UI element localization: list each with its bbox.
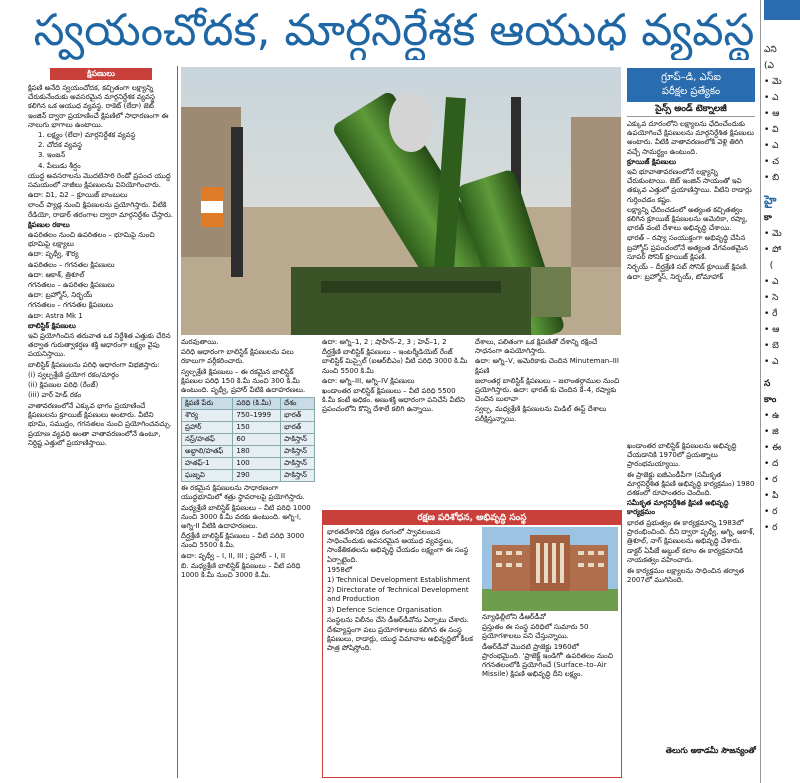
table-header-row — [182, 398, 315, 410]
sidebar-bullet-text: ఉ — [772, 411, 780, 421]
sidebar-bullet-text: ఎ — [772, 277, 779, 287]
exam-title-line: పరీక్షల ప్రత్యేకం — [661, 86, 721, 97]
sidebar-bullet: • ఉ — [764, 411, 780, 421]
sidebar-bullet: • ఎ — [764, 357, 779, 367]
body-text: ఉదా: అగ్ని–1, 2 ; షాహీన్–2, 3 ; హెవ్–1, 2 — [322, 338, 447, 346]
body-text: ఉదా: Astra Mk 1 — [28, 311, 83, 320]
sidebar-bullet: • ఈ — [764, 443, 782, 453]
sidebar-bullet-text: బి — [772, 173, 780, 183]
intro-text: క్షిపణి అనేది స్వయంచోదక, కచ్చితంగా లక్ష్యాన్ని చేరుకునేందుకు అవసరమైన మార్గనిర్దేశక వ్యవస్థ కలిగిన ఒక ఆయుధ వ్యవస్థ. రాకెట్ (లేదా) జెట్ ఇంజిన్ ద్వారా ప్రయాణించే క్షిపణిలో సాధారణంగా ఈ నాలుగు భాగాలు ఉంటాయి. — [28, 84, 169, 129]
table-row — [182, 458, 315, 470]
body-text: ఉపరితలం – గగనతల క్షిపణులు — [28, 260, 115, 269]
sidebar-bullet-text: ఆ — [772, 109, 780, 119]
body-text: భారతదేశానికి రక్షణ రంగంలో స్వావలంబన సాధించేందుకు అవసరమైన ఆయుధ వ్యవస్థలు, సాంకేతికతలను అభివృద్ధి చేయడం లక్ష్యంగా ఈ సంస్థ ఏర్పాటైంది. — [327, 528, 469, 564]
body-text: గగనతలం – ఉపరితల క్షిపణులు — [28, 281, 115, 290]
table-cell: అబ్దాలి/హతఫ్ — [182, 446, 233, 458]
sidebar-bullet-text: చ — [772, 157, 780, 167]
sidebar-bullet: • ఎ — [764, 141, 779, 151]
sidebar-bullet-text: ( — [769, 261, 774, 271]
sidebar-bullet: • ర — [764, 475, 778, 485]
body-text: జలాంతర్గ బాలిస్టిక్ క్షిపణులు – జలాంతర్గాముల నుంచి ప్రయోగిస్తారు. ఉదా: భారత్ కు చెందిన కే–4, రష్యాకు చెందిన బులావా — [475, 376, 620, 404]
subheading: క్షిపణుల రకాలు — [28, 220, 70, 229]
sidebar-top — [764, 0, 800, 20]
sidebar-bullet: • ఆ — [764, 325, 780, 335]
col-ballistic — [181, 338, 317, 776]
table-header-cell: పరిధి (కి.మీ) — [233, 398, 281, 410]
sidebar-bullet — [764, 258, 800, 274]
table-cell: పాకిస్తాన్ — [281, 446, 315, 458]
sidebar-bullet: • మె — [764, 229, 782, 239]
sidebar-bullet: • పి — [764, 491, 779, 501]
photo-caption: న్యూఢిల్లీలోని డీఆర్‌డీవో — [482, 613, 546, 621]
sidebar-bullet-text: జి — [772, 427, 779, 437]
missile-range-table — [181, 397, 315, 482]
body-text: స్వల్ప, మధ్యశ్రేణి క్షిపణులను మిడిల్ ఈస్ట్ దేశాలు పరీక్షిస్తున్నాయి. — [475, 405, 607, 423]
sidebar-subheading: కా — [764, 213, 772, 223]
missile-photo — [181, 67, 621, 335]
drdo-header: రక్షణ పరిశోధన, అభివృద్ధి సంస్థ — [323, 511, 621, 525]
body-text: ఇవి ప్రయోగించిన తరువాత ఒక నిర్దేశిత ఎత్తుకు చేరిన తర్వాత గురుత్వాకర్షణ శక్తి ఆధారంగా లక్ష్యం వైపు పయనిస్తాయి. — [28, 332, 171, 359]
table-cell: నస్ర్/హతఫ్ — [182, 434, 233, 446]
body-text: ఉదా: పృథ్వీ – I, II, III ; ప్రహార్ – I, II — [181, 551, 286, 560]
sidebar-bullet-text: ఈ — [772, 443, 782, 453]
body-text: ఈ ప్రాజెక్టు ఐజీఎండీపీగా (సమీకృత మార్గనిర్దేశిత క్షిపణి అభివృద్ధి కార్యక్రమం) 1980 దశకంలో రూపాంతరం చెందింది. — [627, 470, 755, 498]
sidebar-bullet: • చ — [764, 157, 780, 167]
headline: స్వయంచోదక, మార్గనిర్దేశక ఆయుధ వ్యవస్థ — [33, 5, 755, 56]
sidebar-bullet-text: మె — [772, 77, 782, 87]
body-text: ఖండాంతర బాలిస్టిక్ క్షిపణులను అభివృద్ధి చేయడానికి 1970లో ప్రయత్నాలు ప్రారంభమయ్యాయి. — [627, 442, 737, 469]
sidebar-divider — [760, 0, 761, 783]
table-header-cell: క్షిపణి పేరు — [182, 398, 233, 410]
body-text: దేశాలు, పలితంగా ఒక క్షిపణితో దేశాన్ని రక్షించే సాధనంగా ఉపయోగిస్తారు. — [475, 338, 598, 356]
drdo-building-photo — [482, 527, 618, 611]
exam-title — [627, 68, 755, 102]
body-text: ఉదా: వి1, వి2 – క్రూయిజ్ బాంబులు — [28, 191, 128, 200]
table-row — [182, 446, 315, 458]
sidebar-bullet: • ఆ — [764, 109, 780, 119]
sidebar-bullet-text: పో — [772, 245, 782, 255]
sidebar-bullet-text: ర — [772, 507, 778, 517]
sidebar-bullet: • పో — [764, 245, 782, 255]
body-text: భారత్ – రష్యా సంయుక్తంగా అభివృద్ధి చేసిన బ్రహ్మోస్ ప్రపంచంలోనే అత్యంత వేగవంతమైన సూపర్ సోనిక్ క్రూయిజ్ క్షిపణి. — [627, 234, 749, 261]
body-text: ఉదా: అగ్ని–III, అగ్ని–IV క్షిపణులు — [322, 376, 415, 385]
list-item: 4. పేలుడు శీర్షం — [38, 161, 81, 170]
sidebar-bullet: • వి — [764, 125, 779, 135]
body-text: ఉపరితలం నుంచి ఉపరితలం – భూమిపై నుంచి భూమిపై లక్ష్యాలు — [28, 231, 155, 249]
body-text: ప్రస్తుతం ఈ సంస్థ పరిధిలో సుమారు 50 ప్రయోగశాలలు పని చేస్తున్నాయి. — [482, 623, 589, 641]
table-cell: ఘజ్నవి — [182, 470, 233, 482]
sidebar-bullet: • రే — [764, 309, 778, 319]
subject-subtitle: సైన్స్ అండ్ టెక్నాలజీ — [627, 102, 755, 117]
sidebar-bullet: • ఎ — [764, 277, 779, 287]
col-igmdp — [627, 442, 755, 742]
table-cell: 60 — [233, 434, 281, 446]
table-cell: 100 — [233, 458, 281, 470]
sidebar-bullet: • మె — [764, 77, 782, 87]
body-text: స్వల్పశ్రేణి క్షిపణులు – ఈ రకమైన బాలిస్టిక్ క్షిపణుల పరిధి 150 కి.మీ నుంచి 300 కి.మీ ఉంటుంది. పృథ్వీ, ప్రహార్ వీటికి ఉదాహరణలు. — [181, 367, 306, 395]
body-text: దీర్ఘశ్రేణి బాలిస్టిక్ క్షిపణులు – ఇంటర్మీడియెట్ రేంజ్ బాలిస్టిక్ మిస్సైల్ (ఐఆర్‌బీఎం) వీటి పరిధి 3000 కి.మీ నుంచి 5500 కి.మీ — [322, 348, 468, 375]
sidebar-text: ఎని — [764, 45, 777, 55]
body-text: బి. మధ్యశ్రేణి బాలిస్టిక్ క్షిపణులు – వీటి పరిధి 1000 కి.మీ నుంచి 3000 కి.మీ. — [181, 561, 301, 580]
table-row — [182, 410, 315, 422]
sidebar-bullet: • ఎ — [764, 93, 779, 103]
body-text: మధ్యశ్రేణి బాలిస్టిక్ క్షిపణులు – వీటి పరిధి 1000 నుంచి 3000 కి.మీ వరకు ఉంటుంది. అగ్ని-I, అగ్ని-II వీటికి ఉదాహరణలు. — [181, 503, 311, 531]
body-text: ప్రయాణ వ్యవధి అంతా వాతావరణంలోనే ఉంటూ, నిర్దిష్ట ఎత్తులో ప్రయాణిస్తాయి. — [28, 430, 161, 448]
exam-special-box — [627, 68, 755, 440]
body-text: ఈ కార్యక్రమం లక్ష్యాలను సాధించిన తర్వాత 2007లో ముగిసింది. — [627, 566, 745, 584]
body-text: గగనతలం – గగనతల క్షిపణులు — [28, 301, 113, 310]
sidebar-bullet-text: వి — [772, 125, 779, 135]
sidebar-bullet-text: సె — [772, 293, 779, 303]
table-cell: పాకిస్తాన్ — [281, 470, 315, 482]
list-item: 3. ఇంజన్ — [38, 151, 66, 160]
body-text: ఈ రకమైన క్షిపణులను సాధారణంగా యుద్ధభూమిలో శత్రు స్థావరాలపై ప్రయోగిస్తారు. — [181, 484, 305, 502]
body-text: (i) స్వల్పశ్రేణి ప్రయోగ రకం/మార్గం — [28, 370, 119, 379]
sidebar-bullet: • ర — [764, 523, 778, 533]
sidebar-bullet: • ద — [764, 459, 779, 469]
sidebar-bullet-text: ఎ — [772, 141, 779, 151]
table-row — [182, 470, 315, 482]
sidebar-bullet-text: ర — [772, 523, 778, 533]
sidebar-text: (ఎ — [764, 61, 774, 71]
drdo-text — [327, 528, 477, 774]
body-text: ఉదా: బ్రహ్మోస్, నిర్భయ్ — [28, 291, 93, 300]
exam-title-line: గ్రూప్–డి, ఎస్ఐ — [661, 72, 721, 83]
subheading: బాలిస్టిక్ క్షిపణులు — [28, 321, 76, 330]
table-cell: హతఫ్-1 — [182, 458, 233, 470]
table-cell: 180 — [233, 446, 281, 458]
column-divider — [177, 66, 178, 778]
col-icbm — [322, 338, 622, 506]
sidebar-bullet-text: ర — [772, 475, 778, 485]
body-text: ఇవి భూవాతావరణంలోనే లక్ష్యాన్ని చేరుకుంటాయి. జెట్ ఇంజిన్ సాయంతో ఇవి తక్కువ ఎత్తులో ప్రయాణిస్తాయి. వీటిని రాడార్లు గుర్తించడం కష్టం. — [627, 168, 752, 204]
table-cell: 150 — [233, 422, 281, 434]
body-text: లక్ష్యాన్ని ఛేదించడంలో అత్యంత కచ్చితత్వం కలిగిన క్రూయిజ్ క్షిపణులను అమెరికా, రష్యా, భారత్ వంటి దేశాలు అభివృద్ధి చేశాయి. — [627, 205, 748, 233]
body-text: బాలిస్టిక్ క్షిపణులను పరిధి ఆధారంగా విభజిస్తారు: — [28, 360, 160, 369]
list-item: 2. చోదక వ్యవస్థ — [38, 141, 82, 150]
body-text: యుద్ధ అవసరాలను మొదటిసారి రెండో ప్రపంచ యుద్ధ సమయంలో నాజీలు క్షిపణులను వినియోగించారు. — [28, 171, 171, 190]
table-header-cell: దేశం — [281, 398, 315, 410]
sidebar-bullet-text: ఆ — [772, 325, 780, 335]
body-text: డాక్టర్ ఏపీజే అబ్దుల్ కలాం ఈ కార్యక్రమానికి నాయకత్వం వహించారు. — [627, 547, 743, 565]
body-text: పరిధి ఆధారంగా బాలిస్టిక్ క్షిపణులను పలు రకాలుగా వర్గీకరించారు. — [181, 348, 294, 366]
building-illustration — [482, 527, 618, 611]
body-text: నిర్భయ్ – దీర్ఘశ్రేణి సబ్ సోనిక్ క్రూయిజ్ క్షిపణి. — [627, 263, 749, 272]
sidebar-bullet-text: ద — [772, 459, 779, 469]
missile-illustration — [181, 67, 621, 335]
body-text: లాంచ్ ప్యాడ్ల నుంచి క్షిపణులను ప్రయోగిస్తారు. వీటికి రేడియో, రాడార్ తరంగాల ద్వారా మార్గనిర్దేశం చేస్తారు. — [28, 201, 173, 219]
sidebar-subheading-2: కాం — [764, 395, 777, 405]
sidebar-fragment — [764, 0, 800, 783]
col-missiles — [28, 68, 174, 776]
table-cell: పాకిస్తాన్ — [281, 458, 315, 470]
body-text: మరవుతాయి. — [181, 338, 219, 346]
body-text: 3) Defence Science Organisation — [327, 605, 442, 614]
sidebar-bullet-text: రే — [772, 309, 778, 319]
body-text: దీర్ఘశ్రేణి బాలిస్టిక్ క్షిపణులు – వీటి పరిధి 3000 నుంచి 5500 కి.మీ. — [181, 532, 305, 550]
table-cell: పాకిస్తాన్ — [281, 434, 315, 446]
sidebar-bullet-text: మె — [772, 229, 782, 239]
body-text: డీఆర్‌డీవో మొదటి ప్రాజెక్టు 1960లో ప్రారంభమైంది. 'ప్రాజెక్ట్ ఇండిగో' ఉపరితలం నుంచి గగనతలంలోకి ప్రయోగించే (Surface–to–Air Missile) క్షిపణి అభివృద్ధి దీని లక్ష్యం. — [482, 642, 614, 679]
parts-list — [28, 131, 174, 171]
body-text: ఉదా: పృథ్వీ, శౌర్య — [28, 250, 79, 259]
table-cell: ప్రహార్ — [182, 422, 233, 434]
sidebar-bullet-text: బె — [772, 341, 779, 351]
table-cell: భారత్ — [281, 422, 315, 434]
body-text: ఎక్కువ దూరంలోని లక్ష్యాలను ఛేదించేందుకు ఉపయోగించే క్షిపణులను మార్గనిర్దేశిత క్షిపణులు అంటారు. వీటికి వాతావరణంలోకి వెళ్లి తిరిగి వచ్చే సామర్థ్యం ఉంటుంది. — [627, 120, 754, 156]
sidebar-bullet: • బి — [764, 173, 780, 183]
sidebar-bullet: • జి — [764, 427, 779, 437]
body-text: 1958లో — [327, 565, 353, 574]
sidebar-bullet: • ర — [764, 507, 778, 517]
table-row — [182, 434, 315, 446]
table-cell: 750–1999 — [233, 410, 281, 422]
list-item: 1. లక్ష్యం (లేదా) మార్గనిర్దేశక వ్యవస్థ — [38, 131, 136, 140]
body-text: ఉదా: అగ్ని–V, అమెరికాకు చెందిన Minuteman–III క్షిపణి — [475, 357, 619, 375]
table-row — [182, 422, 315, 434]
drdo-photo-text — [482, 613, 618, 773]
body-text: 1) Technical Development Establishment — [327, 576, 470, 585]
sidebar-bullet: • బె — [764, 341, 779, 351]
body-text: దేశవ్యాప్తంగా పలు ప్రయోగశాలలు కలిగిన ఈ సంస్థ క్షిపణులు, రాడార్లు, యుద్ధ విమానాల అభివృద్ధిలో కీలక పాత్ర పోషిస్తోంది. — [327, 626, 473, 653]
body-text: (ii) క్షిపణుల పరిధి (రేంజ్) — [28, 381, 99, 390]
body-text: ఉదా: బ్రహ్మోస్, నిర్భయ్, టోమాహాక్ — [627, 273, 724, 282]
body-text: ఖండాంతర బాలిస్టిక్ క్షిపణులు – వీటి పరిధి 5500 కి.మీ కంటే అధికం. అణుశక్తి ఆధారంగా పనిచేసే వీటిని ప్రపంచంలోని కొన్ని దేశాలే కలిగి ఉన్నాయి. — [322, 387, 465, 414]
body-text: భారత ప్రభుత్వం ఈ కార్యక్రమాన్ని 1983లో ప్రారంభించింది. దీని ద్వారా పృథ్వీ, అగ్ని, ఆకాశ్, త్రిశూల్, నాగ్ క్షిపణులను అభివృద్ధి చేశారు. — [627, 518, 755, 546]
sidebar-bullet-text: ఎ — [772, 93, 779, 103]
table-cell: 290 — [233, 470, 281, 482]
credit-line: తెలుగు అకాడమీ సౌజన్యంతో — [665, 746, 756, 755]
sidebar-bullet-text: ఎ — [772, 357, 779, 367]
subheading: క్రూయిజ్ క్షిపణులు — [627, 157, 677, 166]
body-text: వాతావరణంలోనే ఎక్కువ భాగం ప్రయాణించే క్షిపణులను క్రూయిజ్ క్షిపణులు అంటారు. వీటిని భూమి, సముద్రం, గగనతలం నుంచి ప్రయోగించవచ్చు. — [28, 401, 172, 428]
sidebar-heading: హై — [764, 193, 777, 207]
sidebar-bullet-text: పి — [772, 491, 779, 501]
body-text: ఉదా: ఆకాశ్, త్రిశూల్ — [28, 270, 85, 279]
subheading: సమీకృత మార్గనిర్దేశిత క్షిపణి అభివృద్ధి కార్యక్రమం — [627, 499, 729, 517]
body-text: సంస్థలను విలీనం చేసి డీఆర్‌డీవోను ఏర్పాటు చేశారు. — [327, 615, 469, 624]
sidebar-heading-2: స — [764, 379, 771, 389]
drdo-box — [322, 510, 622, 778]
body-text: (iii) వార్ హెడ్ రకం — [28, 391, 82, 400]
section-header: క్షిపణులు — [50, 68, 152, 80]
table-cell: శౌర్య — [182, 410, 233, 422]
body-text: 2) Directorate of Technical Development and Production — [327, 586, 469, 604]
sidebar-bullet: • సె — [764, 293, 779, 303]
table-cell: భారత్ — [281, 410, 315, 422]
